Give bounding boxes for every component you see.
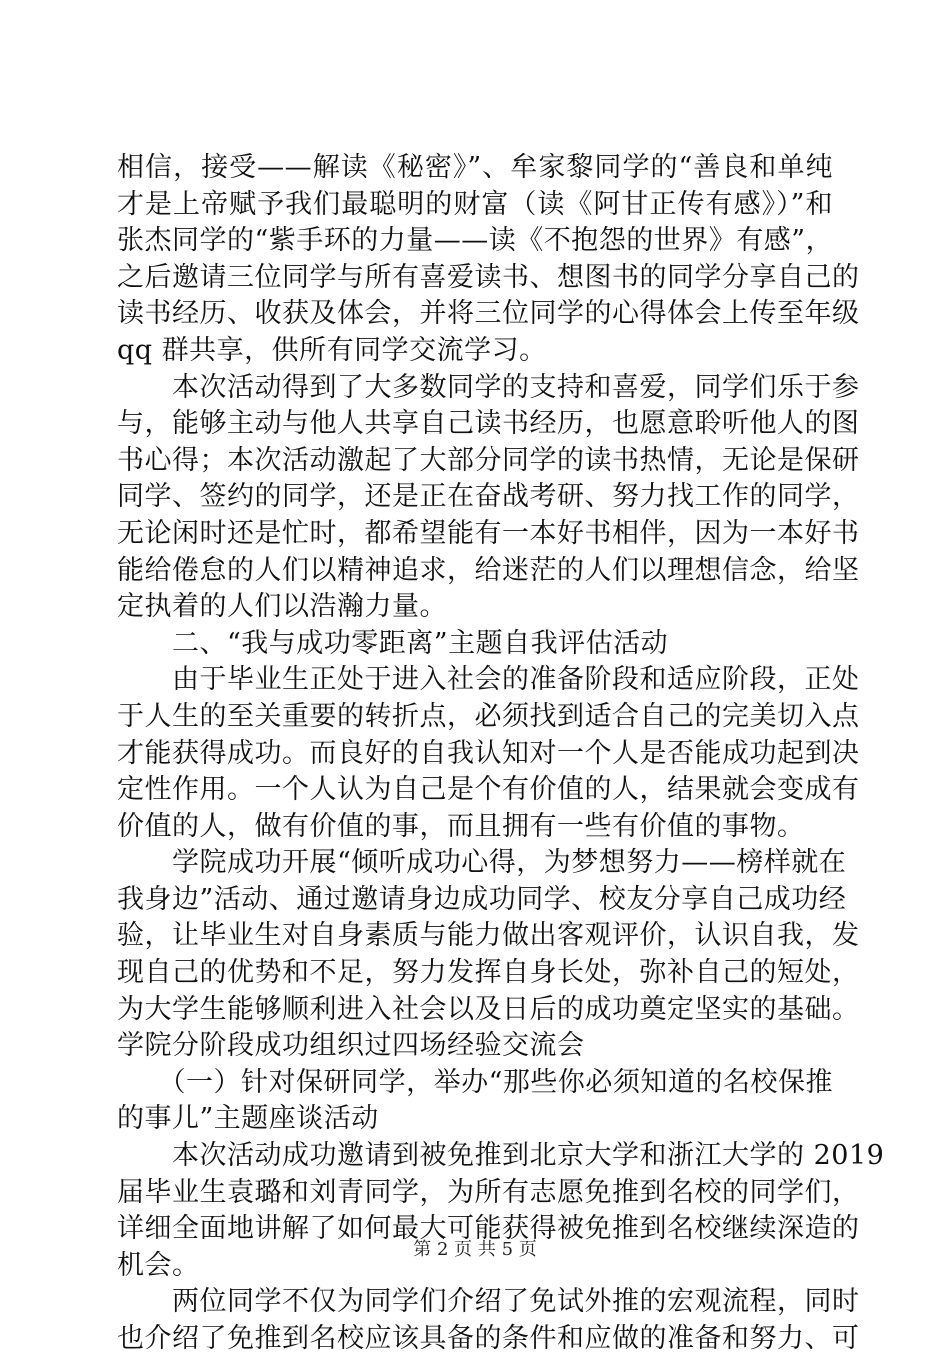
text-line: 与，能够主动与他人共享自己读书经历，也愿意聆听他人的图 (117, 408, 860, 440)
document-body (117, 150, 885, 1358)
text-line: （一）针对保研同学，举办“那些你必须知道的名校保推 (117, 1066, 833, 1098)
text-line: 无论闲时还是忙时，都希望能有一本好书相伴，因为一本好书 (117, 517, 860, 549)
text-line: 定性作用。一个人认为自己是个有价值的人，结果就会变成有 (117, 774, 860, 806)
text-line: 二、“我与成功零距离”主题自我评估活动 (117, 627, 669, 659)
text-line: 定执着的人们以浩瀚力量。 (117, 591, 447, 623)
text-line: 学院成功开展“倾听成功心得，为梦想努力——榜样就在 (117, 847, 847, 879)
text-line: 由于毕业生正处于进入社会的准备阶段和适应阶段，正处 (117, 664, 860, 696)
text-line: qq 群共享，供所有同学交流学习。 (117, 334, 547, 366)
text-line: 我身边”活动、通过邀请身边成功同学、校友分享自己成功经 (117, 883, 847, 915)
text-line: 于人生的至关重要的转折点，必须找到适合自己的完美切入点 (117, 700, 860, 732)
text-line: 本次活动得到了大多数同学的支持和喜爱，同学们乐于参 (117, 371, 860, 403)
text-line: 为大学生能够顺利进入社会以及日后的成功奠定坚实的基础。 (117, 993, 860, 1025)
text-line: 本次活动成功邀请到被免推到北京大学和浙江大学的 2019 (117, 1140, 885, 1172)
text-line: 之后邀请三位同学与所有喜爱读书、想图书的同学分享自己的 (117, 261, 860, 293)
text-line: 的事儿”主题座谈活动 (117, 1103, 379, 1135)
text-line: 两位同学不仅为同学们介绍了免试外推的宏观流程，同时 (117, 1286, 860, 1318)
page-footer: 第 2 页 共 5 页 (413, 1239, 537, 1260)
text-line: 现自己的优势和不足，努力发挥自身长处，弥补自己的短处， (117, 957, 860, 989)
text-line: 书心得；本次活动激起了大部分同学的读书热情，无论是保研 (117, 444, 860, 476)
text-line: 相信，接受——解读《秘密》”、牟家黎同学的“善良和单纯 (117, 152, 833, 183)
text-line: 验，让毕业生对自身素质与能力做出客观评价，认识自我，发 (117, 920, 860, 952)
text-line: 张杰同学的“紫手环的力量——读《不抱怨的世界》有感”， (117, 225, 834, 257)
text-line: 能给倦怠的人们以精神追求，给迷茫的人们以理想信念，给坚 (117, 554, 860, 586)
text-line: 才是上帝赋予我们最聪明的财富（读《阿甘正传有感》）”和 (117, 188, 833, 220)
text-line: 同学、签约的同学，还是正在奋战考研、努力找工作的同学， (117, 481, 860, 513)
text-line: 价值的人，做有价值的事，而且拥有一些有价值的事物。 (117, 810, 805, 842)
text-line: 详细全面地讲解了如何最大可能获得被免推到名校继续深造的 (117, 1213, 860, 1245)
text-line: 届毕业生袁璐和刘青同学，为所有志愿免推到名校的同学们， (117, 1176, 860, 1208)
text-line: 机会。 (117, 1249, 200, 1281)
text-line: 也介绍了免推到名校应该具备的条件和应做的准备和努力、可 (117, 1323, 860, 1354)
text-line: 才能获得成功。而良好的自我认知对一个人是否能成功起到决 (117, 737, 860, 769)
text-line: 学院分阶段成功组织过四场经验交流会 (117, 1030, 585, 1062)
text-line: 读书经历、收获及体会，并将三位同学的心得体会上传至年级 (117, 298, 860, 330)
